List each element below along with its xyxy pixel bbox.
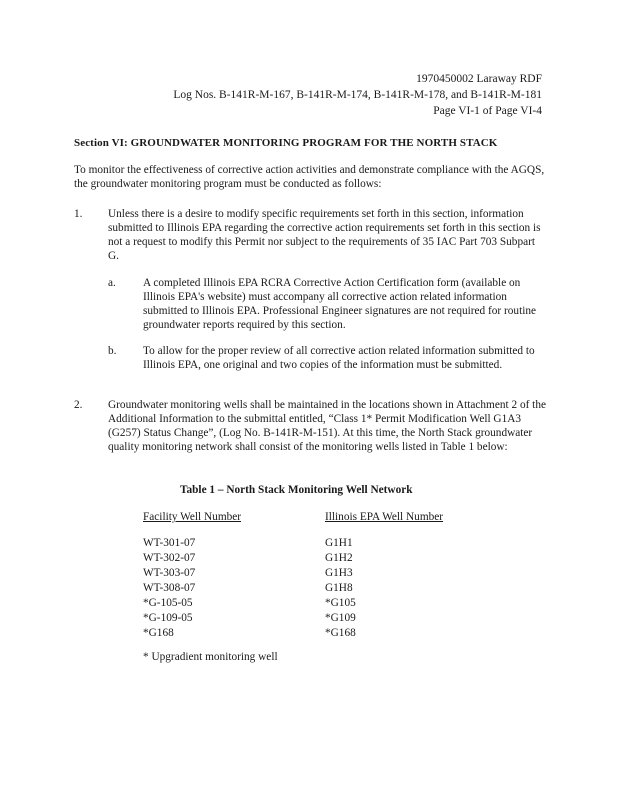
column-header-facility: Facility Well Number xyxy=(143,511,242,523)
table-cell: *G109 xyxy=(325,612,356,624)
table-footnote: * Upgradient monitoring well xyxy=(143,651,278,663)
item-2-number: 2. xyxy=(74,399,83,411)
table-cell: *G168 xyxy=(325,627,356,639)
item-1b-letter: b. xyxy=(108,345,117,357)
intro-paragraph: To monitor the effectiveness of corrective action activities and demonstrate compliance with the AGQS, the groundwater monitoring program must be conducted as follows: xyxy=(74,164,545,190)
item-2-text: Groundwater monitoring wells shall be maintained in the locations shown in Attachment 2 of the Additional Information to the submittal entitled, “Class 1* Permit Modification Well G1A3 (G257) Status Change”, (Log No. B-141R-M-151). At this time, the North Stack groundwater quality monitoring network shall consist of the monitoring wells listed in Table 1 below: xyxy=(108,399,546,453)
header-permit-id: 1970450002 Laraway RDF xyxy=(416,73,542,85)
table-cell: G1H3 xyxy=(325,567,353,579)
table-cell: *G-105-05 xyxy=(143,597,193,609)
item-1-text: Unless there is a desire to modify specific requirements set forth in this section, information submitted to Illinois EPA regarding the corrective action requirements set forth in this section is not a request to modify this Permit nor subject to the requirements of 35 IAC Part 703 Subpart G. xyxy=(108,208,541,262)
header-log-numbers: Log Nos. B-141R-M-167, B-141R-M-174, B-141R-M-178, and B-141R-M-181 xyxy=(173,89,542,101)
table-cell: *G105 xyxy=(325,597,356,609)
item-1a-text: A completed Illinois EPA RCRA Corrective Action Certification form (available on Illinois EPA's website) must accompany all corrective action related information submitted to Illinois EPA. Professional Engineer signatures are not required for routine groundwater reports required by this section. xyxy=(143,277,537,331)
table-cell: WT-303-07 xyxy=(143,567,196,579)
table-cell: *G-109-05 xyxy=(143,612,193,624)
table-cell: WT-308-07 xyxy=(143,582,196,594)
table-cell: G1H2 xyxy=(325,552,353,564)
section-heading: Section VI: GROUNDWATER MONITORING PROGRAM FOR THE NORTH STACK xyxy=(74,137,498,149)
facility-well-column xyxy=(143,536,195,641)
column-header-illinois-epa: Illinois EPA Well Number xyxy=(325,511,444,523)
item-1b-text: To allow for the proper review of all corrective action related information submitted to Illinois EPA, one original and two copies of the information must be submitted. xyxy=(143,345,535,371)
table-cell: *G168 xyxy=(143,627,174,639)
epa-well-column xyxy=(325,536,356,641)
table-cell: G1H1 xyxy=(325,537,353,549)
item-1-number: 1. xyxy=(74,208,83,220)
table-cell: WT-301-07 xyxy=(143,537,196,549)
table-title: Table 1 – North Stack Monitoring Well Network xyxy=(180,484,413,496)
table-cell: G1H8 xyxy=(325,582,353,594)
item-1a-letter: a. xyxy=(108,277,116,289)
table-cell: WT-302-07 xyxy=(143,552,196,564)
header-page-number: Page VI-1 of Page VI-4 xyxy=(433,105,542,117)
